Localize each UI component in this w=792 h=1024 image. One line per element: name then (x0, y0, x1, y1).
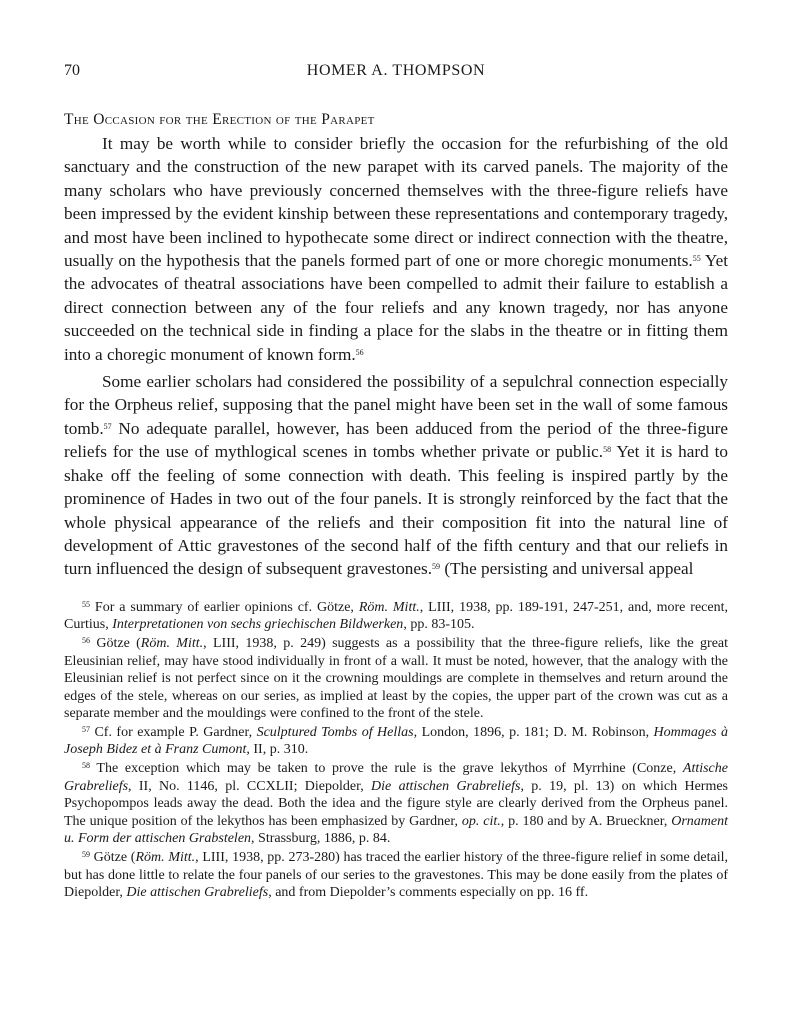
footnote-title: Röm. Mitt. (140, 635, 204, 651)
footnote-56 (64, 635, 728, 723)
body-paragraph-2 (64, 370, 728, 581)
footnotes (64, 599, 728, 902)
paragraph-text: (The persisting and universal appeal (440, 559, 694, 579)
paragraph-text: Some earlier scholars had considered the possibility of a sepulchral connection especially for the Orpheus relief, supposing that the panel might have been set in the wall of some famous tomb. (64, 372, 728, 438)
footnote-title: Sculptured Tombs of Hellas (256, 724, 414, 740)
footnote-number: 57 (82, 724, 90, 734)
footnote-title: op. cit. (461, 813, 501, 829)
footnote-text: , p. 19, pl. 13) on which Hermes Psychopompos leads away the dead. Both the idea and the figure style are clearly derived from the Orpheus panel. The unique position of the lekythos has been emphasized by Gardner, (64, 778, 729, 829)
page (64, 62, 728, 902)
footnote-text: , LIII, 1938, pp. 189-191, 247-251, and, more recent, Curtius, (64, 599, 728, 633)
running-head (64, 62, 728, 88)
running-title: HOMER A. THOMPSON (306, 62, 486, 79)
footnote-ref: 57 (103, 421, 112, 431)
footnote-text: , II, No. 1146, pl. CCXLII; Diepolder, (128, 778, 372, 794)
footnote-number: 59 (82, 850, 90, 860)
footnote-title: Interpretationen von sechs griechischen Bildwerken (112, 617, 404, 633)
footnote-title: Die attischen Grabreliefs (371, 778, 521, 794)
footnote-text: , pp. 83-105. (403, 617, 475, 633)
footnote-ref: 55 (692, 254, 701, 264)
footnote-text: , London, 1896, p. 181; D. M. Robinson, (413, 724, 654, 740)
footnote-title: Ornament u. Form der attischen Grabstelen (64, 813, 728, 847)
footnote-ref: 56 (355, 347, 364, 357)
paragraph-text: Yet the advocates of theatral associations have been compelled to admit their failure to establish a direct connection between any of the four reliefs and any known tragedy, nor has anyone succeeded on the technical side in finding a place for the slabs in the theatre or in fitting them into a choregic monument of known form. (64, 251, 728, 364)
footnote-title: Röm. Mitt. (358, 599, 420, 615)
footnote-55 (64, 599, 728, 634)
footnote-text: , Strassburg, 1886, p. 84. (251, 831, 391, 847)
paragraph-text: No adequate parallel, however, has been adduced from the period of the three-figure reliefs for the use of mythlogical scenes in tombs whether private or public. (64, 418, 728, 462)
footnote-57 (64, 724, 728, 759)
footnote-title: Die attischen Grabreliefs (126, 885, 269, 901)
footnote-text: The exception which may be taken to prove the rule is the grave lekythos of Myrrhine (Conze, (90, 761, 683, 777)
paragraph-text: It may be worth while to consider briefly the occasion for the refurbishing of the old sanctuary and the construction of the new parapet with its carved panels. The majority of the many scholars who have previously concerned themselves with the three-figure reliefs have been impressed by the evident kinship between these representations and contemporary tragedy, and most have been inclined to hypothecate some direct or indirect connection with the theatre, usually on the hypothesis that the panels formed part of one or more choregic monuments. (64, 134, 728, 271)
footnote-58 (64, 760, 728, 848)
body-paragraph-1 (64, 132, 728, 366)
footnote-text: Cf. for example P. Gardner, (90, 724, 257, 740)
footnote-title: Hommages à Joseph Bidez et à Franz Cumont (64, 724, 728, 758)
footnote-59 (64, 849, 728, 902)
footnote-text: For a summary of earlier opinions cf. Götze, (90, 599, 359, 615)
footnote-text: , II, p. 310. (246, 742, 309, 758)
footnote-ref: 59 (432, 562, 441, 572)
footnote-text: , p. 180 and by A. Brueckner, (500, 813, 672, 829)
paragraph-text: Yet it is hard to shake off the feeling of some connection with death. This feeling is inspired partly by the prominence of Hades in two out of the four panels. It is strongly reinforced by the fact that the whole physical appearance of the reliefs and their composition fit into the natural line of development of Attic gravestones of the second half of the fifth century and that our reliefs in turn influenced the design of subsequent gravestones. (64, 442, 728, 579)
footnote-title: Röm. Mitt. (135, 850, 196, 866)
footnote-text: , LIII, 1938, p. 249) suggests as a possibility that the three-figure reliefs, like the great Eleusinian relief, may have stood individually in front of a wall. It must be noted, however, that the analogy with the Eleusinian relief is not perfect since on it the crowning mouldings are complete in themselves and return around the edges of the stele, whereas on our series, as implied at least by the copies, the upper part of the crown was cut as a separate member and the mouldings were confined to the front of the stele. (64, 635, 729, 722)
footnote-number: 56 (82, 635, 90, 645)
footnote-text: Götze ( (90, 635, 141, 651)
section-heading: The Occasion for the Erection of the Parapet (64, 111, 375, 128)
footnote-ref: 58 (603, 445, 612, 455)
footnote-title: Attische Grabreliefs (64, 761, 728, 794)
footnote-text: Götze ( (90, 850, 136, 866)
footnote-text: , LIII, 1938, pp. 273-280) has traced the earlier history of the three-figure relief in some detail, but has done little to relate the four panels of our series to the gravestones. This may be done easily from the plates of Diepolder, (64, 850, 728, 901)
footnote-number: 58 (82, 761, 90, 771)
page-number: 70 (64, 62, 80, 79)
footnote-text: , and from Diepolder’s comments especially on pp. 16 ff. (268, 885, 589, 901)
footnote-number: 55 (82, 599, 90, 609)
